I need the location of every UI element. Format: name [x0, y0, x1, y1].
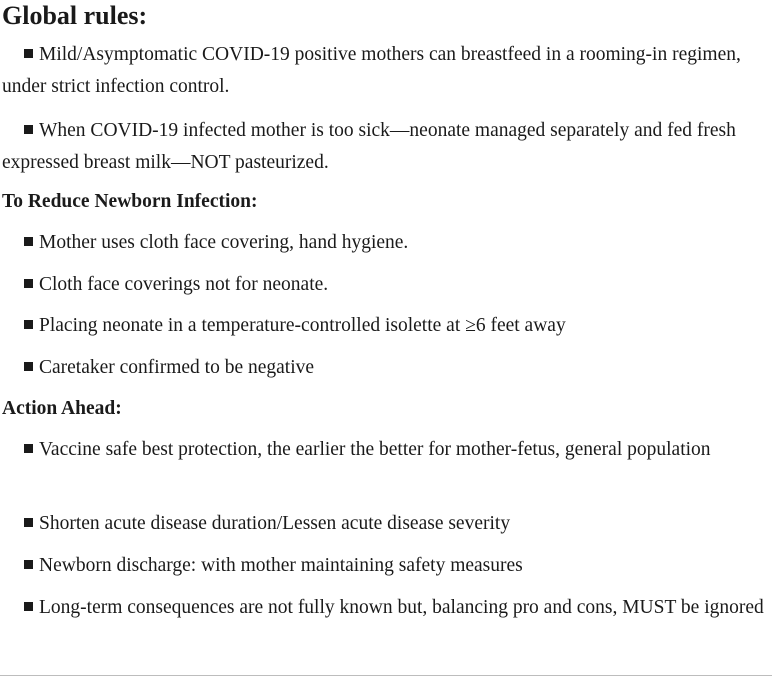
item-text: Newborn discharge: with mother maintaining safety measures — [39, 555, 523, 576]
square-bullet-icon — [24, 237, 33, 246]
square-bullet-icon — [24, 362, 33, 371]
reduce-infection-item — [2, 227, 768, 259]
reduce-infection-item — [2, 269, 768, 301]
item-text: Cloth face coverings not for neonate. — [39, 274, 329, 295]
action-ahead-item — [2, 434, 768, 466]
item-text: Placing neonate in a temperature-controlled isolette at ≥6 feet away — [39, 315, 566, 336]
item-text: Mother uses cloth face covering, hand hygiene. — [39, 232, 409, 253]
item-text: Mild/Asymptomatic COVID-19 positive mothers can breastfeed in a rooming-in regimen, under strict infection control. — [2, 44, 741, 97]
square-bullet-icon — [24, 49, 33, 58]
item-text: When COVID-19 infected mother is too sick—neonate managed separately and fed fresh expressed breast milk—NOT pasteurized. — [2, 120, 736, 173]
global-rule-item — [2, 115, 768, 179]
section-heading-action-ahead: Action Ahead: — [2, 398, 122, 419]
item-text: Shorten acute disease duration/Lessen acute disease severity — [39, 513, 511, 534]
reduce-infection-item — [2, 310, 768, 342]
action-ahead-item — [2, 508, 768, 540]
square-bullet-icon — [24, 125, 33, 134]
square-bullet-icon — [24, 602, 33, 611]
item-text: Long-term consequences are not fully known but, balancing pro and cons, MUST be ignored — [39, 597, 764, 618]
item-text: Vaccine safe best protection, the earlier the better for mother-fetus, general population — [39, 439, 711, 460]
bottom-divider — [0, 675, 772, 676]
action-ahead-item — [2, 550, 768, 582]
item-text: Caretaker confirmed to be negative — [39, 357, 315, 378]
square-bullet-icon — [24, 444, 33, 453]
global-rule-item — [2, 39, 768, 103]
action-ahead-item — [2, 592, 768, 624]
reduce-infection-item — [2, 352, 768, 384]
section-heading-reduce-infection: To Reduce Newborn Infection: — [2, 191, 258, 212]
square-bullet-icon — [24, 279, 33, 288]
square-bullet-icon — [24, 320, 33, 329]
square-bullet-icon — [24, 560, 33, 569]
square-bullet-icon — [24, 518, 33, 527]
page-title: Global rules: — [2, 1, 148, 30]
